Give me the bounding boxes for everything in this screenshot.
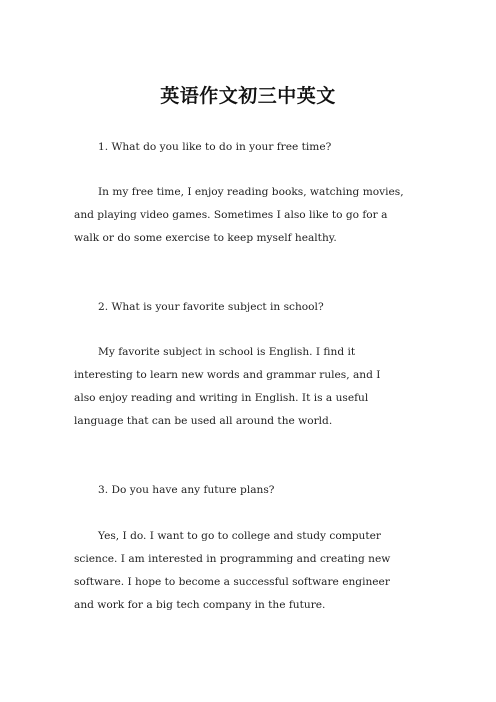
answer-2-line-1: My favorite subject in school is English. I find it (98, 346, 356, 358)
answer-1-line-3: walk or do some exercise to keep myself healthy. (74, 232, 337, 244)
answer-1-line-1: In my free time, I enjoy reading books, watching movies, (98, 186, 404, 198)
answer-3-line-3: software. I hope to become a successful software engineer (74, 576, 390, 588)
answer-2-line-4: language that can be used all around the world. (74, 415, 333, 427)
question-1-text: 1. What do you like to do in your free time? (98, 141, 332, 153)
question-3 (74, 479, 430, 502)
question-1 (74, 136, 430, 159)
answer-3 (74, 525, 430, 617)
answer-3-line-4: and work for a big tech company in the future. (74, 599, 326, 611)
answer-3-line-2: science. I am interested in programming and creating new (74, 553, 391, 565)
answer-1 (74, 181, 430, 250)
answer-3-line-1: Yes, I do. I want to go to college and study computer (98, 530, 381, 542)
question-2 (74, 296, 430, 319)
question-3-text: 3. Do you have any future plans? (98, 484, 275, 496)
answer-2-line-2: interesting to learn new words and grammar rules, and I (74, 369, 381, 381)
answer-2-line-3: also enjoy reading and writing in English. It is a useful (74, 392, 369, 404)
answer-1-line-2: and playing video games. Sometimes I also like to go for a (74, 209, 388, 221)
answer-2 (74, 341, 430, 433)
question-2-text: 2. What is your favorite subject in school? (98, 301, 324, 313)
document-title: 英语作文初三中英文 (160, 85, 336, 107)
